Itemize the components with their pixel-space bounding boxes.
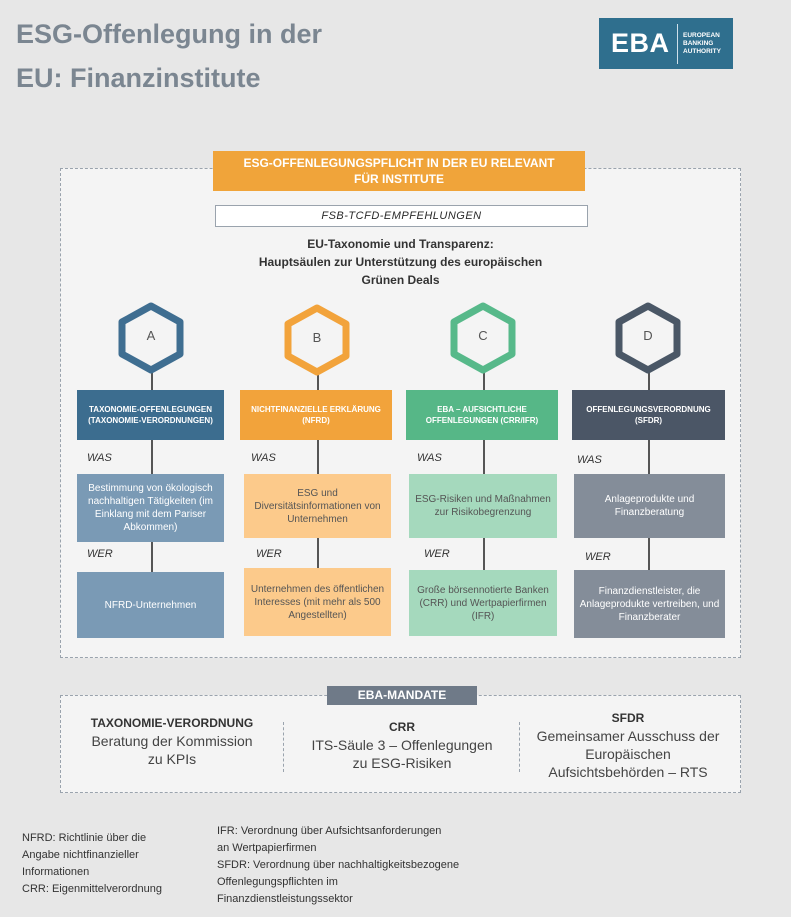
column-d-header-line2: (SFDR) (634, 416, 663, 425)
banner-line2: FÜR INSTITUTE (354, 172, 444, 186)
eba-logo-sub-line3: AUTHORITY (683, 47, 721, 55)
column-b-wer-label: WER (256, 548, 282, 560)
hexagon-c-letter: C (478, 328, 488, 343)
column-d-header (572, 390, 725, 440)
footnote-right-5: Finanzdienstleistungssektor (217, 893, 353, 905)
mandate-taxonomie-line1: Beratung der Kommission (91, 733, 253, 749)
footnote-left-4: CRR: Eigenmittelverordnung (22, 883, 163, 895)
column-c-was-text: ESG-Risiken und Maßnahmen zur Risikobegrenzung (409, 474, 557, 538)
column-b-header-line1: NICHTFINANZIELLE ERKLÄRUNG (251, 405, 381, 414)
mandate-sfdr-line3: Aufsichtsbehörden – RTS (548, 764, 708, 780)
footnote-right-1: IFR: Verordnung über Aufsichtsanforderungen (217, 825, 442, 837)
column-a-was-text: Bestimmung von ökologisch nachhaltigen Tätigkeiten (im Einklang mit dem Pariser Abkommen) (77, 474, 224, 542)
mandate-taxonomie-line2: zu KPIs (147, 751, 197, 767)
eba-logo-divider (677, 24, 678, 64)
column-a-wer-text: NFRD-Unternehmen (77, 572, 224, 638)
column-d-wer-text: Finanzdienstleister, die Anlageprodukte vertreiben, und Finanzberater (574, 570, 725, 638)
column-a-header-line1: TAXONOMIE-OFFENLEGUNGEN (89, 405, 212, 414)
subheading-line3: Grünen Deals (361, 273, 440, 287)
column-b-header (240, 390, 392, 440)
footnotes-left (22, 830, 162, 898)
footnote-left-3: Informationen (22, 866, 90, 878)
mandate-sfdr (526, 709, 730, 781)
column-d-was-label: WAS (577, 454, 602, 466)
subheading-line2: Hauptsäulen zur Unterstützung des europäischen (258, 255, 543, 269)
column-d-header-line1: OFFENLEGUNGSVERORDNUNG (586, 405, 711, 414)
footnote-right-2: an Wertpapierfirmen (217, 842, 317, 854)
mandate-crr-line1: ITS-Säule 3 – Offenlegungen (311, 737, 493, 753)
footnote-left-2: Angabe nichtfinanzieller (22, 849, 139, 861)
mandate-sfdr-line1: Gemeinsamer Ausschuss der (536, 728, 720, 744)
eba-logo-subtitle (683, 32, 721, 56)
column-c-header-line2: OFFENLEGUNGEN (CRR/IFR) (425, 416, 539, 425)
mandate-separator-1 (283, 722, 285, 772)
footnotes-right (217, 823, 459, 908)
mandate-header: EBA-MANDATE (327, 686, 477, 705)
mandate-crr (290, 718, 514, 772)
mandate-taxonomie-title: TAXONOMIE-VERORDNUNG (90, 716, 254, 730)
eba-logo-sub-line1: EUROPEAN (683, 31, 720, 39)
footnote-right-4: Offenlegungspflichten im (217, 876, 338, 888)
column-c-wer-label: WER (424, 548, 450, 560)
eba-logo-sub-line2: BANKING (683, 39, 714, 47)
column-c-header (406, 390, 558, 440)
column-a-header-line2: (TAXONOMIE-VERORDNUNGEN) (88, 416, 213, 425)
column-b-header-line2: (NFRD) (302, 416, 330, 425)
mandate-separator-2 (519, 722, 521, 772)
mandate-crr-line2: zu ESG-Risiken (352, 755, 452, 771)
page-title-line1: ESG-Offenlegung in der (16, 19, 323, 49)
column-c-wer-text: Große börsennotierte Banken (CRR) und Wertpapierfirmen (IFR) (409, 570, 557, 636)
column-a-was-label: WAS (87, 452, 112, 464)
column-b-was-text: ESG und Diversitätsinformationen von Unternehmen (244, 474, 391, 538)
subheading-line1: EU-Taxonomie und Transparenz: (307, 237, 494, 251)
column-a-header (77, 390, 224, 440)
hexagon-d-letter: D (643, 328, 653, 343)
subheading (215, 235, 586, 289)
mandate-sfdr-title: SFDR (611, 711, 645, 725)
column-d-was-text: Anlageprodukte und Finanzberatung (574, 474, 725, 538)
mandate-crr-title: CRR (389, 720, 415, 734)
column-a-wer-label: WER (87, 548, 113, 560)
footnote-left-1: NFRD: Richtlinie über die (22, 832, 147, 844)
column-b-was-label: WAS (251, 452, 276, 464)
hexagon-b-letter: B (312, 330, 322, 345)
mandate-sfdr-line2: Europäischen (585, 746, 671, 762)
eba-logo (599, 18, 733, 69)
hexagon-a-letter: A (146, 328, 156, 343)
column-d-wer-label: WER (585, 551, 611, 563)
column-c-header-line1: EBA – AUFSICHTLICHE (437, 405, 527, 414)
column-c-was-label: WAS (417, 452, 442, 464)
fsb-box: FSB-TCFD-EMPFEHLUNGEN (215, 205, 588, 227)
footnote-right-3: SFDR: Verordnung über nachhaltigkeitsbezogene (217, 859, 460, 871)
banner (213, 151, 585, 191)
mandate-taxonomie (72, 714, 272, 768)
column-b-wer-text: Unternehmen des öffentlichen Interesses (mit mehr als 500 Angestellten) (244, 568, 391, 636)
page-title-line2: EU: Finanzinstitute (16, 63, 261, 93)
eba-logo-letters: EBA (611, 28, 670, 58)
banner-line1: ESG-OFFENLEGUNGSPFLICHT IN DER EU RELEVANT (243, 156, 555, 170)
